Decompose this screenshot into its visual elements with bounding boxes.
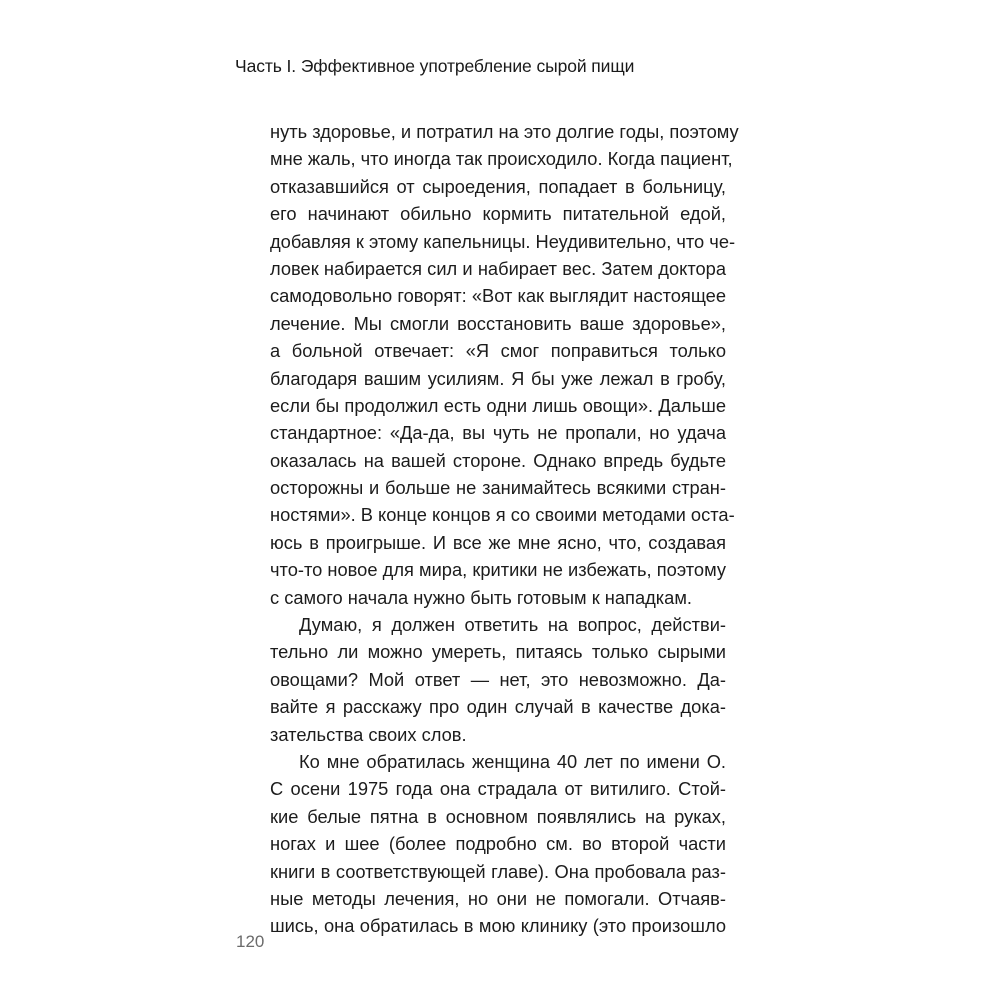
text-line: книги в соответствующей главе). Она пробовала раз- bbox=[270, 860, 726, 882]
text-line: стандартное: «Да-да, вы чуть не пропали, но удача bbox=[270, 422, 726, 444]
page-number: 120 bbox=[236, 932, 265, 951]
text-line: кие белые пятна в основном появлялись на руках, bbox=[270, 805, 726, 827]
text-line: самодовольно говорят: «Вот как выглядит настоящее bbox=[270, 285, 726, 307]
text-line: ногах и шее (более подробно см. во второй части bbox=[270, 833, 726, 855]
text-line: отказавшийся от сыроедения, попадает в больницу, bbox=[270, 175, 726, 197]
text-line: если бы продолжил есть одни лишь овощи». Дальше bbox=[270, 394, 726, 416]
text-line: тельно ли можно умереть, питаясь только сырыми bbox=[270, 641, 726, 663]
text-line: осторожны и больше не занимайтесь всякими стран- bbox=[270, 477, 726, 499]
body-text bbox=[270, 118, 739, 940]
text-line: вайте я расскажу про один случай в качестве дока- bbox=[270, 696, 726, 718]
text-line: овощами? Мой ответ — нет, это невозможно. Да- bbox=[270, 668, 726, 690]
text-line: ные методы лечения, но они не помогали. Отчаяв- bbox=[270, 887, 726, 909]
text-line: а больной отвечает: «Я смог поправиться только bbox=[270, 340, 726, 362]
text-line: лечение. Мы смогли восстановить ваше здоровье», bbox=[270, 312, 726, 334]
text-line: шись, она обратилась в мою клинику (это произошло bbox=[270, 915, 726, 937]
text-line: оказалась на вашей стороне. Однако впредь будьте bbox=[270, 449, 726, 471]
text-line: ловек набирается сил и набирает вес. Затем доктора bbox=[270, 257, 726, 279]
text-line: что-то новое для мира, критики не избежать, поэтому bbox=[270, 559, 726, 581]
text-line: юсь в проигрыше. И все же мне ясно, что, создавая bbox=[270, 531, 726, 553]
text-line: зательства своих слов. bbox=[270, 723, 467, 745]
text-line: благодаря вашим усилиям. Я бы уже лежал в гробу, bbox=[270, 367, 726, 389]
text-line: Думаю, я должен ответить на вопрос, действи- bbox=[299, 614, 726, 636]
text-line: мне жаль, что иногда так происходило. Когда пациент, bbox=[270, 148, 733, 170]
text-line: его начинают обильно кормить питательной едой, bbox=[270, 203, 726, 225]
text-line: С осени 1975 года она страдала от витилиго. Стой- bbox=[270, 778, 726, 800]
text-line: добавляя к этому капельницы. Неудивительно, что че- bbox=[270, 230, 736, 252]
text-line: нуть здоровье, и потратил на это долгие годы, поэтому bbox=[270, 121, 739, 142]
text-line: ностями». В конце концов я со своими методами оста- bbox=[270, 504, 735, 526]
text-line: Ко мне обратилась женщина 40 лет по имени О. bbox=[299, 750, 726, 772]
text-line: с самого начала нужно быть готовым к нападкам. bbox=[270, 586, 692, 608]
running-header: Часть I. Эффективное употребление сырой пищи bbox=[235, 56, 635, 76]
